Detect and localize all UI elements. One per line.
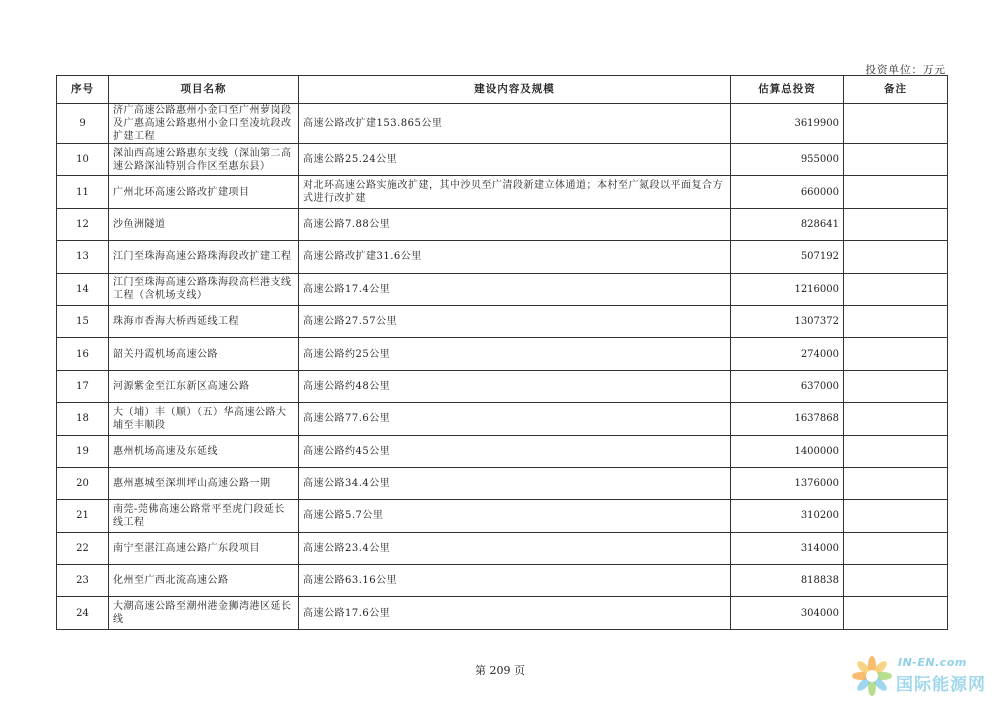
watermark-latin-text: IN-EN.com: [898, 656, 967, 669]
cell-estimated-investment: 274000: [731, 338, 844, 370]
table-row: [57, 338, 948, 370]
cell-remarks: [844, 597, 948, 629]
cell-construction-scope: 高速公路27.57公里: [299, 305, 731, 337]
header-construction-scope: 建设内容及规模: [299, 76, 731, 104]
cell-project-name: 南宁至湛江高速公路广东段项目: [109, 532, 299, 564]
header-project-name: 项目名称: [109, 76, 299, 104]
cell-construction-scope: 高速公路63.16公里: [299, 565, 731, 597]
cell-construction-scope: 高速公路7.88公里: [299, 208, 731, 240]
cell-construction-scope: 高速公路约48公里: [299, 370, 731, 402]
investment-unit-note: 投资单位：万元: [865, 64, 946, 76]
cell-project-name: 珠海市香海大桥西延线工程: [109, 305, 299, 337]
table-row: [57, 305, 948, 337]
cell-estimated-investment: 637000: [731, 370, 844, 402]
cell-estimated-investment: 3619900: [731, 104, 844, 144]
cell-serial-number: 21: [57, 500, 109, 532]
cell-remarks: [844, 104, 948, 144]
cell-remarks: [844, 565, 948, 597]
cell-estimated-investment: 828641: [731, 208, 844, 240]
cell-project-name: 惠州惠城至深圳坪山高速公路一期: [109, 467, 299, 499]
cell-serial-number: 15: [57, 305, 109, 337]
cell-serial-number: 24: [57, 597, 109, 629]
cell-serial-number: 20: [57, 467, 109, 499]
cell-construction-scope: 高速公路改扩建31.6公里: [299, 241, 731, 273]
cell-estimated-investment: 304000: [731, 597, 844, 629]
table-row: [57, 104, 948, 144]
cell-project-name: 济广高速公路惠州小金口至广州萝岗段及广惠高速公路惠州小金口至凌坑段改扩建工程: [109, 104, 299, 144]
cell-construction-scope: 高速公路约45公里: [299, 435, 731, 467]
cell-serial-number: 22: [57, 532, 109, 564]
cell-project-name: 河源紫金至江东新区高速公路: [109, 370, 299, 402]
table-row: [57, 370, 948, 402]
table-row: [57, 435, 948, 467]
cell-estimated-investment: 1400000: [731, 435, 844, 467]
cell-remarks: [844, 403, 948, 435]
project-table: [56, 75, 948, 630]
cell-serial-number: 19: [57, 435, 109, 467]
cell-serial-number: 14: [57, 273, 109, 305]
cell-remarks: [844, 305, 948, 337]
cell-project-name: 大（埔）丰（顺）（五）华高速公路大埔至丰顺段: [109, 403, 299, 435]
cell-estimated-investment: 310200: [731, 500, 844, 532]
page-number: 第 209 页: [475, 664, 525, 677]
table-row: [57, 273, 948, 305]
cell-remarks: [844, 176, 948, 208]
cell-project-name: 惠州机场高速及东延线: [109, 435, 299, 467]
cell-serial-number: 10: [57, 144, 109, 176]
cell-remarks: [844, 435, 948, 467]
table-row: [57, 403, 948, 435]
cell-remarks: [844, 532, 948, 564]
header-estimated-investment: 估算总投资: [731, 76, 844, 104]
watermark-chinese-text: 国际能源网: [896, 675, 986, 695]
cell-construction-scope: 高速公路5.7公里: [299, 500, 731, 532]
cell-serial-number: 16: [57, 338, 109, 370]
cell-estimated-investment: 660000: [731, 176, 844, 208]
cell-project-name: 化州至广西北流高速公路: [109, 565, 299, 597]
cell-remarks: [844, 500, 948, 532]
cell-remarks: [844, 241, 948, 273]
cell-remarks: [844, 208, 948, 240]
table-row: [57, 532, 948, 564]
cell-serial-number: 13: [57, 241, 109, 273]
cell-estimated-investment: 818838: [731, 565, 844, 597]
sun-flower-logo-icon: [850, 652, 896, 698]
cell-project-name: 大潮高速公路至潮州港金狮湾港区延长线: [109, 597, 299, 629]
cell-construction-scope: 高速公路17.6公里: [299, 597, 731, 629]
header-remarks: 备注: [844, 76, 948, 104]
cell-estimated-investment: 1216000: [731, 273, 844, 305]
table-row: [57, 597, 948, 629]
cell-construction-scope: 高速公路77.6公里: [299, 403, 731, 435]
watermark-logo: [850, 652, 990, 698]
cell-project-name: 沙鱼洲隧道: [109, 208, 299, 240]
cell-remarks: [844, 144, 948, 176]
cell-estimated-investment: 314000: [731, 532, 844, 564]
cell-serial-number: 12: [57, 208, 109, 240]
cell-project-name: 江门至珠海高速公路珠海段改扩建工程: [109, 241, 299, 273]
cell-project-name: 江门至珠海高速公路珠海段高栏港支线工程（含机场支线）: [109, 273, 299, 305]
cell-project-name: 深汕西高速公路惠东支线（深汕第二高速公路深汕特别合作区至惠东县）: [109, 144, 299, 176]
cell-estimated-investment: 1376000: [731, 467, 844, 499]
cell-construction-scope: 高速公路改扩建153.865公里: [299, 104, 731, 144]
table-row: [57, 565, 948, 597]
cell-project-name: 韶关丹霞机场高速公路: [109, 338, 299, 370]
cell-estimated-investment: 955000: [731, 144, 844, 176]
cell-estimated-investment: 1637868: [731, 403, 844, 435]
table-row: [57, 144, 948, 176]
cell-project-name: 南莞-莞佛高速公路常平至虎门段延长线工程: [109, 500, 299, 532]
table-row: [57, 241, 948, 273]
header-serial-number: 序号: [57, 76, 109, 104]
cell-remarks: [844, 467, 948, 499]
cell-serial-number: 9: [57, 104, 109, 144]
cell-serial-number: 17: [57, 370, 109, 402]
cell-serial-number: 23: [57, 565, 109, 597]
cell-remarks: [844, 273, 948, 305]
table-row: [57, 500, 948, 532]
cell-remarks: [844, 338, 948, 370]
cell-serial-number: 18: [57, 403, 109, 435]
table-row: [57, 208, 948, 240]
cell-construction-scope: 对北环高速公路实施改扩建，其中沙贝至广清段新建立体通道；本村至广氮段以平面复合方式进行改扩建: [299, 176, 731, 208]
cell-estimated-investment: 1307372: [731, 305, 844, 337]
table-body: [57, 104, 948, 630]
table-row: [57, 467, 948, 499]
cell-construction-scope: 高速公路17.4公里: [299, 273, 731, 305]
cell-construction-scope: 高速公路34.4公里: [299, 467, 731, 499]
cell-remarks: [844, 370, 948, 402]
cell-construction-scope: 高速公路约25公里: [299, 338, 731, 370]
table-row: [57, 176, 948, 208]
cell-serial-number: 11: [57, 176, 109, 208]
table-header-row: [57, 76, 948, 104]
cell-construction-scope: 高速公路23.4公里: [299, 532, 731, 564]
cell-project-name: 广州北环高速公路改扩建项目: [109, 176, 299, 208]
cell-estimated-investment: 507192: [731, 241, 844, 273]
cell-construction-scope: 高速公路25.24公里: [299, 144, 731, 176]
